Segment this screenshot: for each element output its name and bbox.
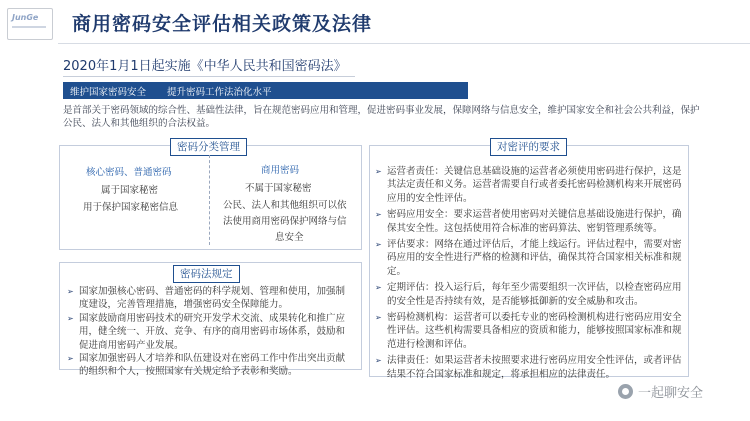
list-item: ➢ 国家鼓励商用密码技术的研究开发学术交流、成果转化和推广应用，健全统一、开放、竞争、有序的商用密码市场体系，鼓励和促进商用密码产业发展。: [67, 312, 354, 352]
core-line-1: 属于国家秘密: [101, 185, 159, 196]
list-item: ➢ 密码应用安全：要求运营者使用密码对关键信息基础设施进行保护，确保其安全性。这包括使用符合标准的密码算法、密钥管理系统等。: [375, 208, 683, 235]
list-item: ➢ 评估要求：网络在通过评估后，才能上线运行。评估过程中，需要对密码应用的安全性进行严格的检测和评估，确保其符合国家相关标准和规定。: [375, 238, 683, 278]
title-divider: [58, 43, 750, 44]
requirements-header: 对密评的要求: [490, 138, 567, 156]
classification-header: 密码分类管理: [170, 138, 247, 156]
list-item: ➢ 法律责任：如果运营者未按照要求进行密码应用安全性评估，或者评估结果不符合国家标准和规定，将承担相应的法律责任。: [375, 354, 683, 381]
list-item: ➢ 国家加强密码人才培养和队伍建设对在密码工作中作出突出贡献的组织和个人，按照国家有关规定给予表彰和奖励。: [67, 352, 354, 379]
list-item: ➢ 国家加强核心密码、普通密码的科学规划、管理和使用，加强制度建设，完善管理措施，增强密码安全保障能力。: [67, 285, 354, 312]
banner-right-text: 提升密码工作法治化水平: [167, 87, 272, 98]
commercial-line-1: 不属于国家秘密: [245, 183, 312, 194]
wechat-icon: [618, 384, 633, 399]
intro-paragraph: 是首部关于密码领域的综合性、基础性法律，旨在规范密码应用和管理，促进密码事业发展，保障网络与信息安全，维护国家安全和社会公共利益，保护公民、法人和其他组织的合法权益。: [63, 105, 700, 129]
core-line-2: 用于保护国家秘密信息: [83, 202, 179, 213]
logo-underline: [12, 26, 46, 28]
core-password-title: 核心密码、普通密码: [86, 167, 172, 178]
commercial-line-4: 息安全: [275, 232, 304, 243]
page-title: 商用密码安全评估相关政策及法律: [72, 13, 373, 35]
commercial-line-2: 公民、法人和其他组织可以依: [223, 200, 347, 211]
requirements-list: [375, 165, 683, 384]
subtitle-underline: [63, 76, 355, 77]
logo-text: JunGe: [12, 13, 39, 22]
list-item: ➢ 运营者责任：关键信息基础设施的运营者必须使用密码进行保护，这是其法定责任和义务。运营者需要自行或者委托密码检测机构来开展密码应用的安全性评估。: [375, 165, 683, 205]
list-item: ➢ 定期评估：投入运行后，每年至少需要组织一次评估，以检查密码应用的安全性是否持续有效，是否能够抵御新的安全威胁和攻击。: [375, 281, 683, 308]
watermark-text: 一起聊安全: [638, 386, 704, 401]
regulations-list: [67, 285, 354, 379]
subtitle: 2020年1月1日起实施《中华人民共和国密码法》: [63, 59, 347, 74]
regulations-header: 密码法规定: [173, 265, 240, 283]
commercial-line-3: 法使用商用密码保护网络与信: [223, 216, 347, 227]
list-item: ➢ 密码检测机构：运营者可以委托专业的密码检测机构进行密码应用安全性评估。这些机构需要具备相应的资质和能力，能够按照国家标准和规范进行检测和评估。: [375, 311, 683, 351]
commercial-password-title: 商用密码: [261, 165, 300, 176]
banner-left-text: 维护国家密码安全: [70, 87, 147, 98]
classification-divider: [209, 155, 210, 245]
